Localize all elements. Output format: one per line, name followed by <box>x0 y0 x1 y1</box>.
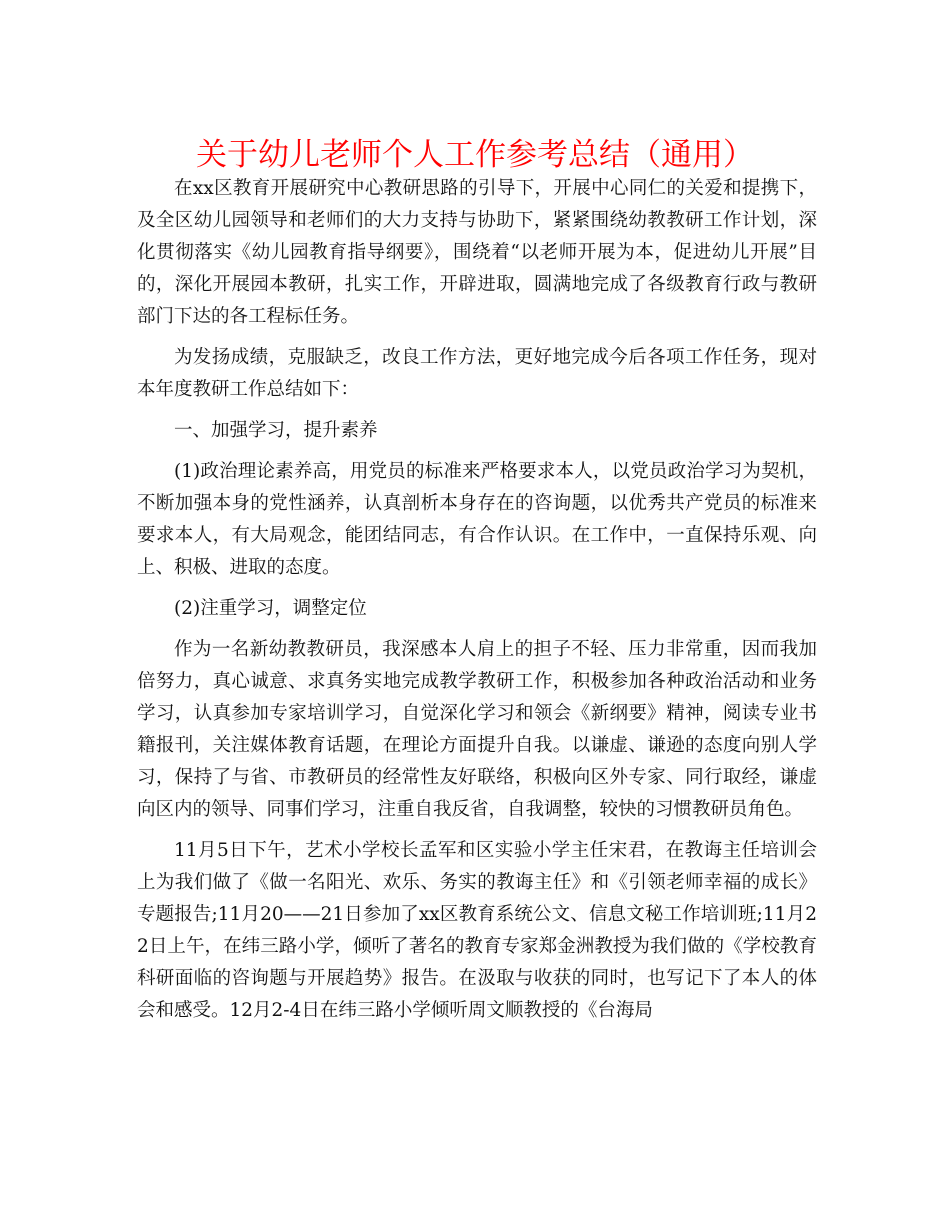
paragraph-item-2-heading: (2)注重学习，调整定位 <box>174 598 367 619</box>
section-heading-1: 一、加强学习，提升素养 <box>174 420 378 441</box>
document-body <box>137 173 817 1036</box>
paragraph-item-1: (1)政治理论素养高，用党员的标准来严格要求本人，以党员政治学习为契机，不断加强本身的党性涵养，认真剖析本身存在的咨询题，以优秀共产党员的标准来要求本人，有大局观念，能团结同志，有合作认识。在工作中，一直保持乐观、向上、积极、进取的态度。 <box>137 461 817 578</box>
paragraph-intro: 在xx区教育开展研究中心教研思路的引导下，开展中心同仁的关爱和提携下，及全区幼儿园领导和老师们的大力支持与协助下，紧紧围绕幼教教研工作计划，深化贯彻落实《幼儿园教育指导纲要》，围绕着“以老师开展为本，促进幼儿开展”目的，深化开展园本教研，扎实工作，开辟进取，圆满地完成了各级教育行政与教研部门下达的各工程标任务。 <box>137 178 817 327</box>
paragraph-training-log: 11月5日下午，艺术小学校长孟军和区实验小学主任宋君，在教诲主任培训会上为我们做了《做一名阳光、欢乐、务实的教诲主任》和《引领老师幸福的成长》专题报告;11月20——21日参加了xx区教育系统公文、信息文秘工作培训班;11月22日上午，在纬三路小学，倾听了著名的教育专家郑金洲教授为我们做的《学校教育科研面临的咨询题与开展趋势》报告。在汲取与收获的同时，也写记下了本人的体会和感受。12月2-4日在纬三路小学倾听周文顺教授的《台海局 <box>137 840 817 1021</box>
document-title: 关于幼儿老师个人工作参考总结（通用） <box>196 137 754 173</box>
paragraph-summary-lead: 为发扬成绩，克服缺乏，改良工作方法，更好地完成今后各项工作任务，现对本年度教研工作总结如下： <box>137 347 817 400</box>
paragraph-item-2-body: 作为一名新幼教教研员，我深感本人肩上的担子不轻、压力非常重，因而我加倍努力，真心诚意、求真务实地完成教学教研工作，积极参加各种政治活动和业务学习，认真参加专家培训学习，自觉深化学习和领会《新纲要》精神，阅读专业书籍报刊，关注媒体教育话题，在理论方面提升自我。以谦虚、谦逊的态度向别人学习，保持了与省、市教研员的经常性友好联络，积极向区外专家、同行取经，谦虚向区内的领导、同事们学习，注重自我反省，自我调整，较快的习惯教研员角色。 <box>137 639 817 820</box>
